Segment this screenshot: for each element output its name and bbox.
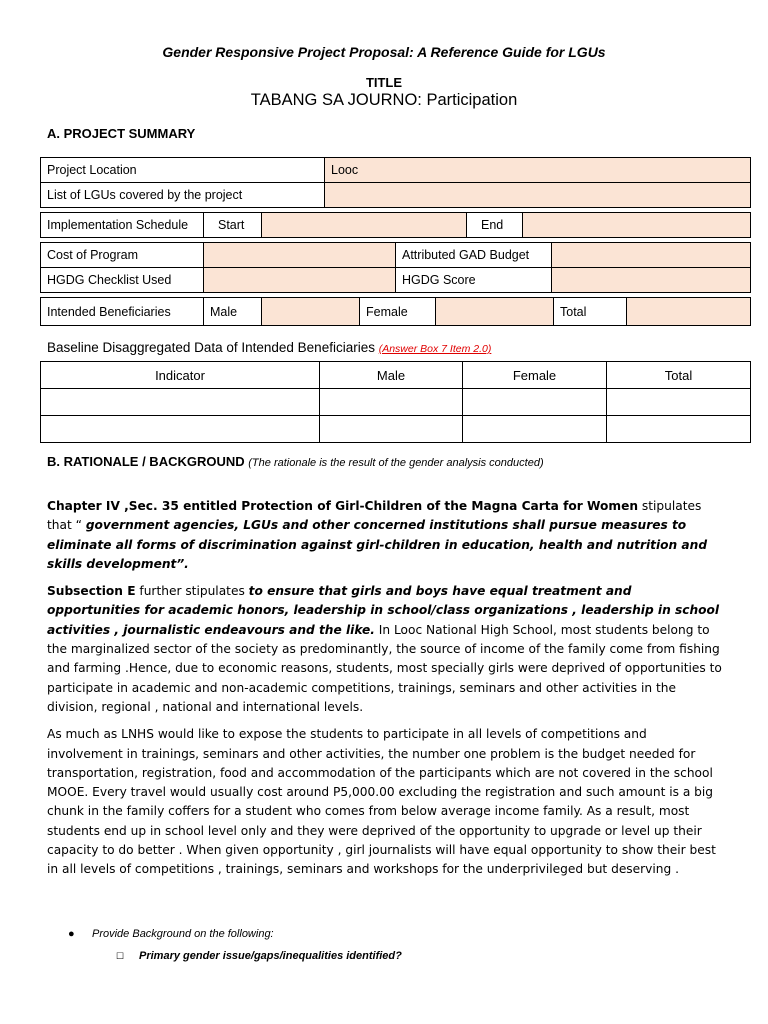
project-title: TABANG SA JOURNO: Participation xyxy=(250,91,518,109)
baseline-cell[interactable] xyxy=(320,416,463,443)
col-female: Female xyxy=(463,362,607,389)
section-b-title: B. RATIONALE / BACKGROUND xyxy=(47,454,249,469)
gad-budget-label: Attributed GAD Budget xyxy=(396,243,552,268)
baseline-cell[interactable] xyxy=(463,416,607,443)
p1-quote: government agencies, LGUs and other concerned institutions shall pursue measures to eliminate all forms of discrimination against girl-children in education, health and nutrition and skills development”. xyxy=(47,518,708,571)
paragraph-1 xyxy=(47,497,723,574)
col-male: Male xyxy=(320,362,463,389)
schedule-table xyxy=(40,212,751,238)
female-label: Female xyxy=(360,298,436,326)
baseline-heading xyxy=(47,340,491,355)
bullet-2-text: Primary gender issue/gaps/inequalities identified? xyxy=(139,950,402,962)
end-field[interactable] xyxy=(523,213,751,238)
total-label: Total xyxy=(554,298,627,326)
bullet-2 xyxy=(116,950,402,962)
p2-normal-2: In Looc National High School, most students belong to the marginalized sector of the society as predominantly, the source of income of the family come from fishing and farming .Hence, due to economic reasons, students, most specially girls were deprived of opportunities to participate in academic and non-academic competitions, trainings, seminars and other activities in the division, regional , national and international levels. xyxy=(47,622,722,714)
cost-field[interactable] xyxy=(204,243,396,268)
section-b-heading xyxy=(47,453,544,471)
project-location-field[interactable]: Looc xyxy=(325,158,751,183)
baseline-header-row xyxy=(41,362,751,389)
baseline-cell[interactable] xyxy=(607,389,751,416)
baseline-heading-text: Baseline Disaggregated Data of Intended Beneficiaries xyxy=(47,340,379,355)
female-field[interactable] xyxy=(436,298,554,326)
p2-emphasis: to ensure that girls and boys have equal treatment and opportunities for academic honors, leadership in school/class organizations , leadership in school activities , journalistic endeavours and the like. xyxy=(47,584,720,637)
col-indicator: Indicator xyxy=(41,362,320,389)
baseline-cell[interactable] xyxy=(41,389,320,416)
bullet-1-text: Provide Background on the following: xyxy=(92,928,274,940)
checkbox-bullet-icon: ☐ xyxy=(116,951,125,961)
baseline-cell[interactable] xyxy=(320,389,463,416)
title-label: TITLE xyxy=(365,75,403,90)
baseline-note: (Answer Box 7 Item 2.0) xyxy=(378,343,492,355)
start-label: Start xyxy=(204,213,262,238)
hgdg-checklist-label: HGDG Checklist Used xyxy=(41,268,204,293)
p2-bold: Subsection E xyxy=(47,584,136,599)
male-field[interactable] xyxy=(262,298,360,326)
start-field[interactable] xyxy=(262,213,467,238)
baseline-cell[interactable] xyxy=(463,389,607,416)
p1-normal: stipulates that “ xyxy=(47,499,702,533)
male-label: Male xyxy=(204,298,262,326)
hgdg-score-label: HGDG Score xyxy=(396,268,552,293)
baseline-row xyxy=(41,416,751,443)
document-header: Gender Responsive Project Proposal: A Reference Guide for LGUs xyxy=(162,44,606,60)
cost-label: Cost of Program xyxy=(41,243,204,268)
lgus-field[interactable] xyxy=(325,183,751,208)
total-field[interactable] xyxy=(627,298,751,326)
bullet-1 xyxy=(68,928,274,940)
baseline-row xyxy=(41,389,751,416)
p1-bold: Chapter IV ,Sec. 35 entitled Protection of Girl-Children of the Magna Carta for Women xyxy=(47,499,639,513)
col-total: Total xyxy=(607,362,751,389)
project-summary-table xyxy=(40,157,751,208)
section-a-heading: A. PROJECT SUMMARY xyxy=(47,126,196,141)
section-b-note: (The rationale is the result of the gender analysis conducted) xyxy=(248,457,544,469)
end-label: End xyxy=(467,213,523,238)
hgdg-score-field[interactable] xyxy=(552,268,751,293)
p2-normal-1: further stipulates xyxy=(135,584,249,599)
gad-budget-field[interactable] xyxy=(552,243,751,268)
beneficiaries-table xyxy=(40,297,751,326)
lgus-label: List of LGUs covered by the project xyxy=(41,183,325,208)
baseline-table xyxy=(40,361,751,443)
baseline-cell[interactable] xyxy=(607,416,751,443)
hgdg-checklist-field[interactable] xyxy=(204,268,396,293)
bullet-dot-icon: ● xyxy=(68,928,75,940)
beneficiaries-label: Intended Beneficiaries xyxy=(41,298,204,326)
rationale-body xyxy=(47,497,723,888)
paragraph-3: As much as LNHS would like to expose the students to participate in all levels of competitions and involvement in trainings, seminars and other activities, the number one problem is the budget needed for transportation, registration, food and accommodation of the participants which are not covered in the school MOOE. Every travel would usually cost around P5,000.00 excluding the registration and such amount is a big chunk in the family coffers for a student who comes from below average income family. As a result, most students end up in school level only and they were deprived of the opportunity to upgrade or level up their capacity to do better . When given opportunity , girl journalists will have equal opportunity to show their best in all levels of competitions , trainings, seminars and workshops for the underprivileged but deserving . xyxy=(47,727,716,877)
cost-table xyxy=(40,242,751,293)
project-location-label: Project Location xyxy=(41,158,325,183)
baseline-cell[interactable] xyxy=(41,416,320,443)
paragraph-2 xyxy=(47,582,723,717)
schedule-label: Implementation Schedule xyxy=(41,213,204,238)
